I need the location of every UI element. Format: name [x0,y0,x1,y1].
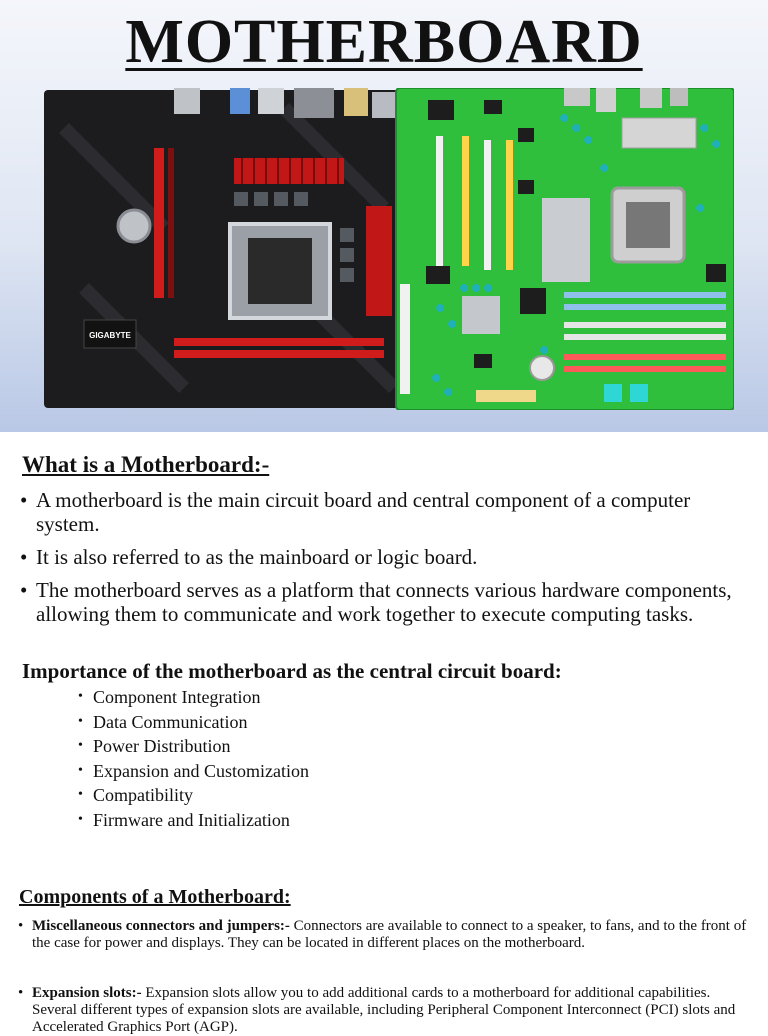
component-term: Expansion slots:- [32,985,142,1001]
component-connectors: • Miscellaneous connectors and jumpers:- Connectors are available to connect to a speaker, to fans, and to the front of the case for power and displays. They can be located in different places on the motherboard. [18,918,747,951]
list-item: • Data Communication [78,710,309,735]
list-item: • Expansion and Customization [78,759,309,784]
component-text: Connectors are available to connect to a speaker, to fans, and to the front of the case for power and displays. They can be located in different places on the motherboard. [32,918,747,951]
list-item: • The motherboard serves as a platform that connects various hardware components, allowing them to communicate and work together to execute computing tasks. [20,578,750,626]
list-item: • It is also referred to as the mainboard or logic board. [20,545,750,569]
importance-list [78,685,309,833]
component-term: Miscellaneous connectors and jumpers:- [32,918,290,934]
title-banner [0,0,768,432]
motherboard-image [44,88,734,410]
component-text: Expansion slots allow you to add additional cards to a motherboard for additional capabilities. Several different types of expansion slots are available, including Peripheral Component Interconnect (PCI) slots and Accelerated Graphics Port (AGP). [32,985,736,1035]
list-item: • A motherboard is the main circuit board and central component of a computer system. [20,488,750,536]
list-item: • Power Distribution [78,734,309,759]
page-title: MOTHERBOARD [125,8,643,76]
list-item: • Firmware and Initialization [78,808,309,833]
list-item: • Compatibility [78,783,309,808]
definition-list [20,488,750,635]
list-item: • Component Integration [78,685,309,710]
what-is-heading: What is a Motherboard:- [22,452,270,477]
importance-heading: Importance of the motherboard as the central circuit board: [22,659,562,683]
components-heading: Components of a Motherboard: [19,886,291,908]
brand-label: GIGABYTE [89,331,131,340]
component-expansion-slots: • Expansion slots:- Expansion slots allow you to add additional cards to a motherboard for additional capabilities. Several different types of expansion slots are available, including Peripheral Component Interconnect (PCI) slots and Accelerated Graphics Port (AGP). [18,985,736,1035]
